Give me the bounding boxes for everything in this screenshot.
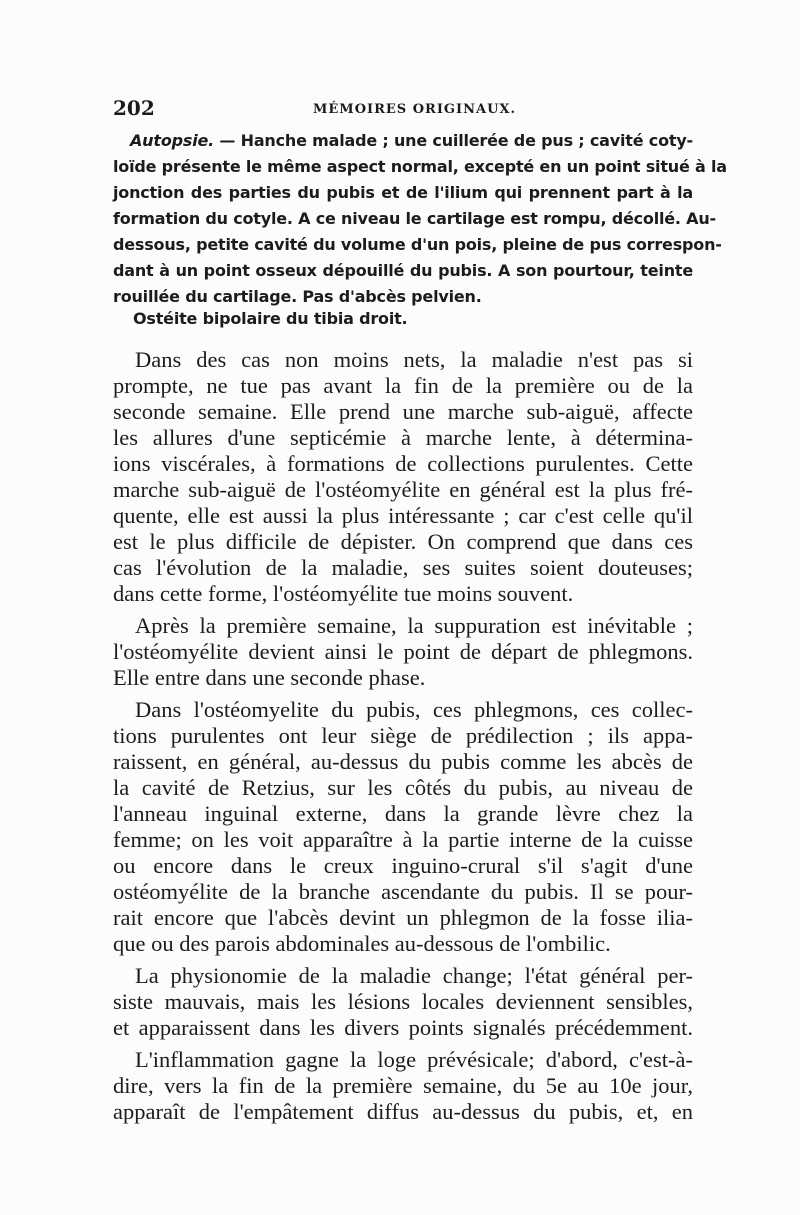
body-line: et apparaissent dans les divers points signalés précédemment. xyxy=(113,1015,693,1040)
body-line: ou encore dans le creux inguino-crural s'il s'agit d'une xyxy=(113,853,693,878)
body-line: Après la première semaine, la suppuration est inévitable ; xyxy=(135,613,693,638)
body-line: cas l'évolution de la maladie, ses suites soient douteuses; xyxy=(113,555,693,580)
autopsy-line: Ostéite bipolaire du tibia droit. xyxy=(133,309,408,328)
autopsy-line: formation du cotyle. A ce niveau le cartilage est rompu, décollé. Au- xyxy=(113,209,716,228)
autopsy-line: jonction des parties du pubis et de l'ilium qui prennent part à la xyxy=(113,183,693,202)
autopsy-line: Autopsie. — Hanche malade ; une cuillerée de pus ; cavité coty- xyxy=(130,131,693,150)
page-number: 202 xyxy=(113,96,155,120)
page-header xyxy=(113,96,693,122)
body-line: marche sub-aiguë de l'ostéomyélite en général est la plus fré- xyxy=(113,477,693,502)
body-line: dire, vers la fin de la première semaine, du 5e au 10e jour, xyxy=(113,1073,693,1098)
body-line: Elle entre dans une seconde phase. xyxy=(113,665,426,690)
body-line: l'ostéomyélite devient ainsi le point de départ de phlegmons. xyxy=(113,639,693,664)
body-line: ions viscérales, à formations de collections purulentes. Cette xyxy=(113,451,693,476)
body-line: est le plus difficile de dépister. On comprend que dans ces xyxy=(113,529,693,554)
autopsy-line: dessous, petite cavité du volume d'un pois, pleine de pus correspon- xyxy=(113,235,722,254)
body-line: femme; on les voit apparaître à la partie interne de la cuisse xyxy=(113,827,693,852)
autopsy-label: Autopsie. xyxy=(130,131,215,150)
body-line: la cavité de Retzius, sur les côtés du pubis, au niveau de xyxy=(113,775,693,800)
running-head: MÉMOIRES ORIGINAUX. xyxy=(313,102,517,117)
body-line: ostéomyélite de la branche ascendante du pubis. Il se pour- xyxy=(113,879,693,904)
body-line: apparaît de l'empâtement diffus au-dessus du pubis, et, en xyxy=(113,1099,693,1124)
body-line: Dans des cas non moins nets, la maladie n'est pas si xyxy=(135,347,693,372)
body-line: les allures d'une septicémie à marche lente, à détermina- xyxy=(113,425,693,450)
body-line: L'inflammation gagne la loge prévésicale; d'abord, c'est-à- xyxy=(135,1047,693,1072)
body-line: tions purulentes ont leur siège de prédilection ; ils appa- xyxy=(113,723,693,748)
body-line: La physionomie de la maladie change; l'état général per- xyxy=(135,963,693,988)
body-line: l'anneau inguinal externe, dans la grande lèvre chez la xyxy=(113,801,693,826)
autopsy-line: loïde présente le même aspect normal, excepté en un point situé à la xyxy=(113,157,727,176)
autopsy-line: rouillée du cartilage. Pas d'abcès pelvien. xyxy=(113,287,482,306)
body-line: quente, elle est aussi la plus intéressante ; car c'est celle qu'il xyxy=(113,503,693,528)
body-line: raissent, en général, au-dessus du pubis comme les abcès de xyxy=(113,749,693,774)
body-line: Dans l'ostéomyelite du pubis, ces phlegmons, ces collec- xyxy=(135,697,693,722)
autopsy-line: dant à un point osseux dépouillé du pubis. A son pourtour, teinte xyxy=(113,261,693,280)
body-line: que ou des parois abdominales au-dessous de l'ombilic. xyxy=(113,931,611,956)
body-line: seconde semaine. Elle prend une marche sub-aiguë, affecte xyxy=(113,399,693,424)
body-line: siste mauvais, mais les lésions locales deviennent sensibles, xyxy=(113,989,693,1014)
body-line: rait encore que l'abcès devint un phlegmon de la fosse ilia- xyxy=(113,905,693,930)
body-line: dans cette forme, l'ostéomyélite tue moins souvent. xyxy=(113,581,574,606)
body-line: prompte, ne tue pas avant la fin de la première ou de la xyxy=(113,373,693,398)
